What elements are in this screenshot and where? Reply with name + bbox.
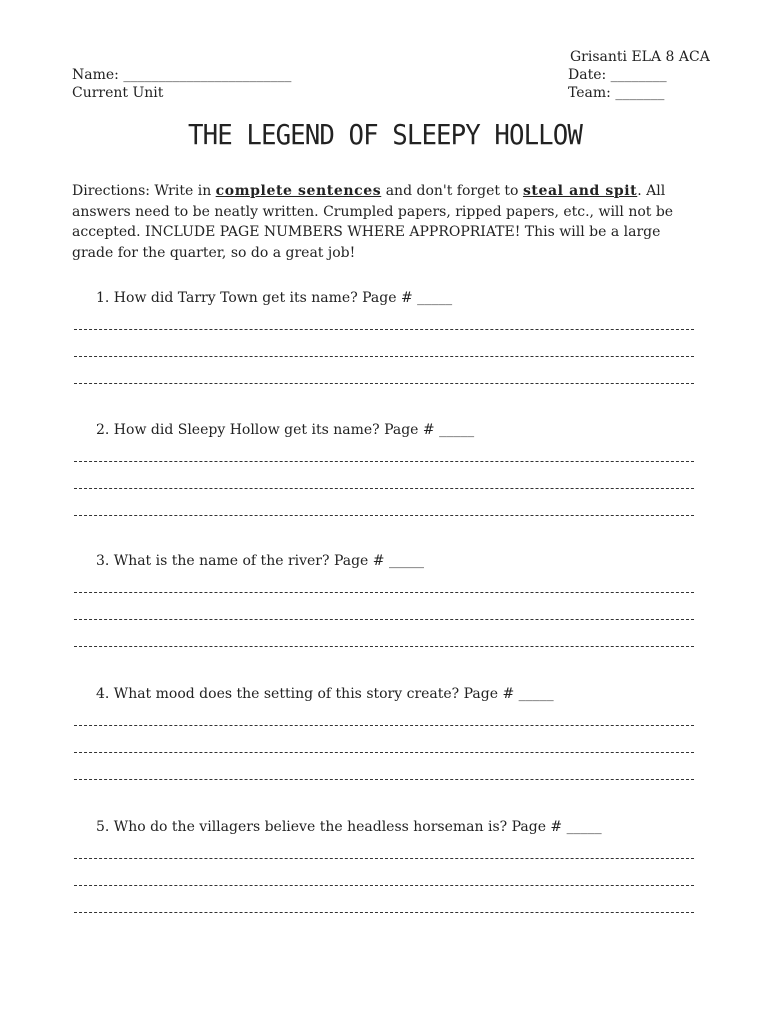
answer-line[interactable]: [74, 488, 694, 489]
answer-line[interactable]: [74, 515, 694, 516]
directions-emphasis-steal-and-spit: steal and spit: [522, 183, 638, 199]
answer-line[interactable]: [74, 885, 694, 886]
directions-lead: Directions: Write in: [72, 183, 216, 199]
question-5: [72, 818, 697, 913]
answer-line[interactable]: [74, 461, 694, 462]
question-4: [72, 685, 697, 780]
answer-line[interactable]: [74, 619, 694, 620]
answer-line[interactable]: [74, 356, 694, 357]
answer-line[interactable]: [74, 752, 694, 753]
worksheet-title: THE LEGEND OF SLEEPY HOLLOW: [188, 118, 582, 151]
answer-line[interactable]: [74, 779, 694, 780]
team-field-label: Team: _______: [568, 85, 665, 101]
teacher-class-label: Grisanti ELA 8 ACA: [570, 49, 710, 65]
header-right: [568, 48, 710, 102]
question-text: 3. What is the name of the river? Page # _____: [96, 553, 424, 569]
header-left: [72, 66, 291, 102]
directions-paragraph: [72, 181, 702, 264]
date-field-label: Date: ________: [568, 67, 667, 83]
current-unit-label: Current Unit: [72, 85, 164, 101]
answer-line[interactable]: [74, 646, 694, 647]
answer-line[interactable]: [74, 912, 694, 913]
question-3: [72, 552, 697, 647]
answer-line[interactable]: [74, 592, 694, 593]
name-field-label: Name: ________________________: [72, 67, 292, 83]
question-1: [72, 289, 697, 384]
question-text: 5. Who do the villagers believe the headless horseman is? Page # _____: [96, 819, 602, 835]
answer-line[interactable]: [74, 383, 694, 384]
question-text: 4. What mood does the setting of this story create? Page # _____: [96, 686, 554, 702]
question-text: 2. How did Sleepy Hollow get its name? Page # _____: [96, 422, 475, 438]
directions-mid: and don't forget to: [381, 183, 523, 199]
answer-line[interactable]: [74, 858, 694, 859]
answer-line[interactable]: [74, 725, 694, 726]
question-2: [72, 421, 697, 516]
question-text: 1. How did Tarry Town get its name? Page # _____: [96, 290, 453, 306]
answer-line[interactable]: [74, 329, 694, 330]
directions-rest: . All answers need to be neatly written. Crumpled papers, ripped papers, etc., will not be accepted. INCLUDE PAGE NUMBERS WHERE APPROPRIATE! This will be a large grade for the quarter, so do a great job!: [72, 183, 674, 262]
directions-emphasis-complete-sentences: complete sentences: [215, 183, 382, 199]
